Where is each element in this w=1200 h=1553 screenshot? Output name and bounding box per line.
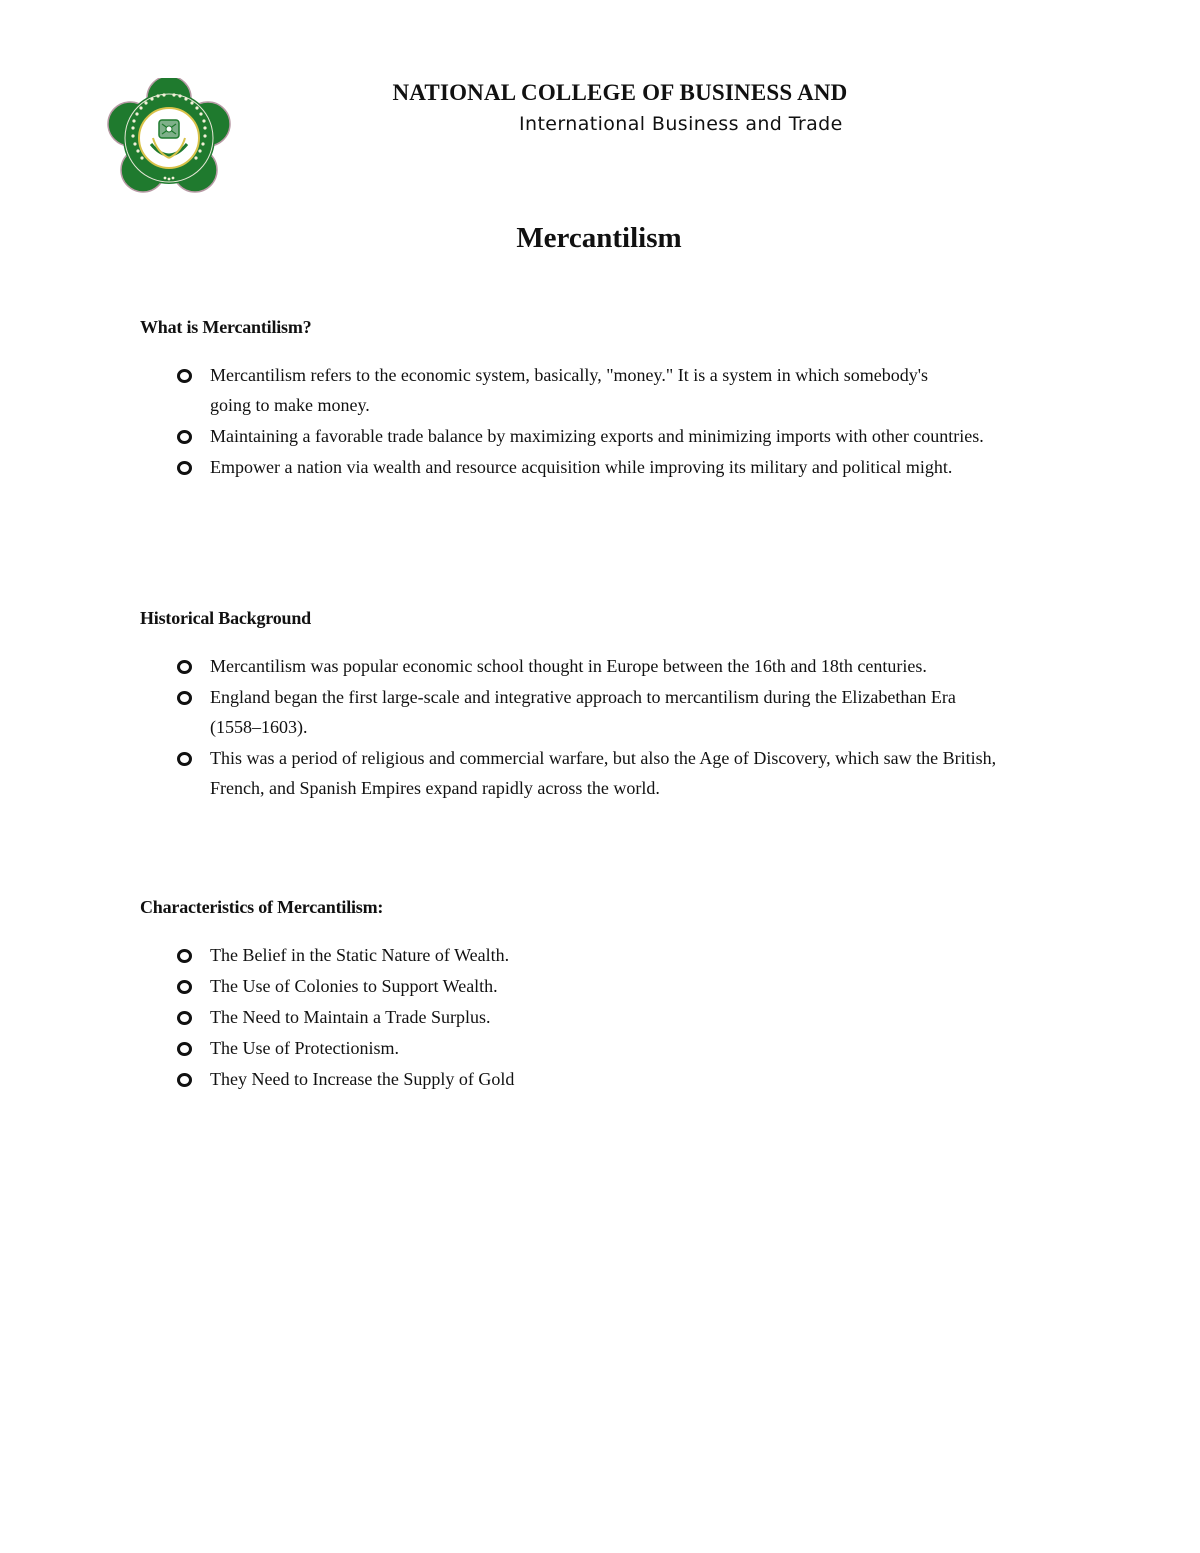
institution-name: NATIONAL COLLEGE OF BUSINESS AND [392, 80, 848, 105]
bullet-list [140, 651, 1040, 803]
hollow-circle-bullet-icon [177, 660, 192, 674]
section-characteristics [140, 896, 1040, 1095]
list-item [140, 743, 1055, 803]
hollow-circle-bullet-icon [177, 980, 192, 994]
section-historical-background [140, 607, 1040, 804]
list-item [140, 421, 1040, 451]
section-heading: Historical Background [140, 608, 311, 628]
hollow-circle-bullet-icon [177, 369, 192, 383]
hollow-circle-bullet-icon [177, 949, 192, 963]
list-item-text: Mercantilism refers to the economic system, basically, "money." It is a system in which somebody's going to make money. [210, 365, 928, 415]
list-item-text: Maintaining a favorable trade balance by maximizing exports and minimizing imports with other countries. [210, 426, 984, 446]
list-item-text: England began the first large-scale and integrative approach to mercantilism during the Elizabethan Era (1558–1603). [210, 687, 956, 737]
section-heading: What is Mercantilism? [140, 317, 312, 337]
list-item [140, 940, 1040, 970]
list-item-text: They Need to Increase the Supply of Gold [210, 1069, 515, 1089]
hollow-circle-bullet-icon [177, 461, 192, 475]
list-item-text: This was a period of religious and commercial warfare, but also the Age of Discovery, which saw the British, French, and Spanish Empires expand rapidly across the world. [210, 748, 997, 798]
hollow-circle-bullet-icon [177, 1073, 192, 1087]
hollow-circle-bullet-icon [177, 1011, 192, 1025]
list-item [140, 682, 1000, 742]
list-item [140, 1002, 1040, 1032]
list-item-text: Empower a nation via wealth and resource acquisition while improving its military and political might. [210, 457, 953, 477]
section-heading: Characteristics of Mercantilism: [140, 897, 384, 917]
list-item-text: The Belief in the Static Nature of Wealth. [210, 945, 510, 965]
list-item [140, 452, 1040, 482]
section-what-is-mercantilism [140, 316, 1040, 483]
bullet-list [140, 940, 1040, 1094]
list-item-text: The Use of Colonies to Support Wealth. [210, 976, 498, 996]
hollow-circle-bullet-icon [177, 752, 192, 766]
list-item-text: The Use of Protectionism. [210, 1038, 399, 1058]
hollow-circle-bullet-icon [177, 1042, 192, 1056]
document-title: Mercantilism [516, 222, 682, 254]
list-item [140, 1033, 1040, 1063]
list-item [140, 971, 1040, 1001]
list-item-text: The Need to Maintain a Trade Surplus. [210, 1007, 491, 1027]
list-item [140, 360, 950, 420]
hollow-circle-bullet-icon [177, 430, 192, 444]
list-item [140, 651, 1015, 681]
list-item [140, 1064, 1040, 1094]
institution-subtitle: International Business and Trade [519, 113, 843, 135]
hollow-circle-bullet-icon [177, 691, 192, 705]
bullet-list [140, 360, 1040, 482]
list-item-text: Mercantilism was popular economic school thought in Europe between the 16th and 18th centuries. [210, 656, 927, 676]
